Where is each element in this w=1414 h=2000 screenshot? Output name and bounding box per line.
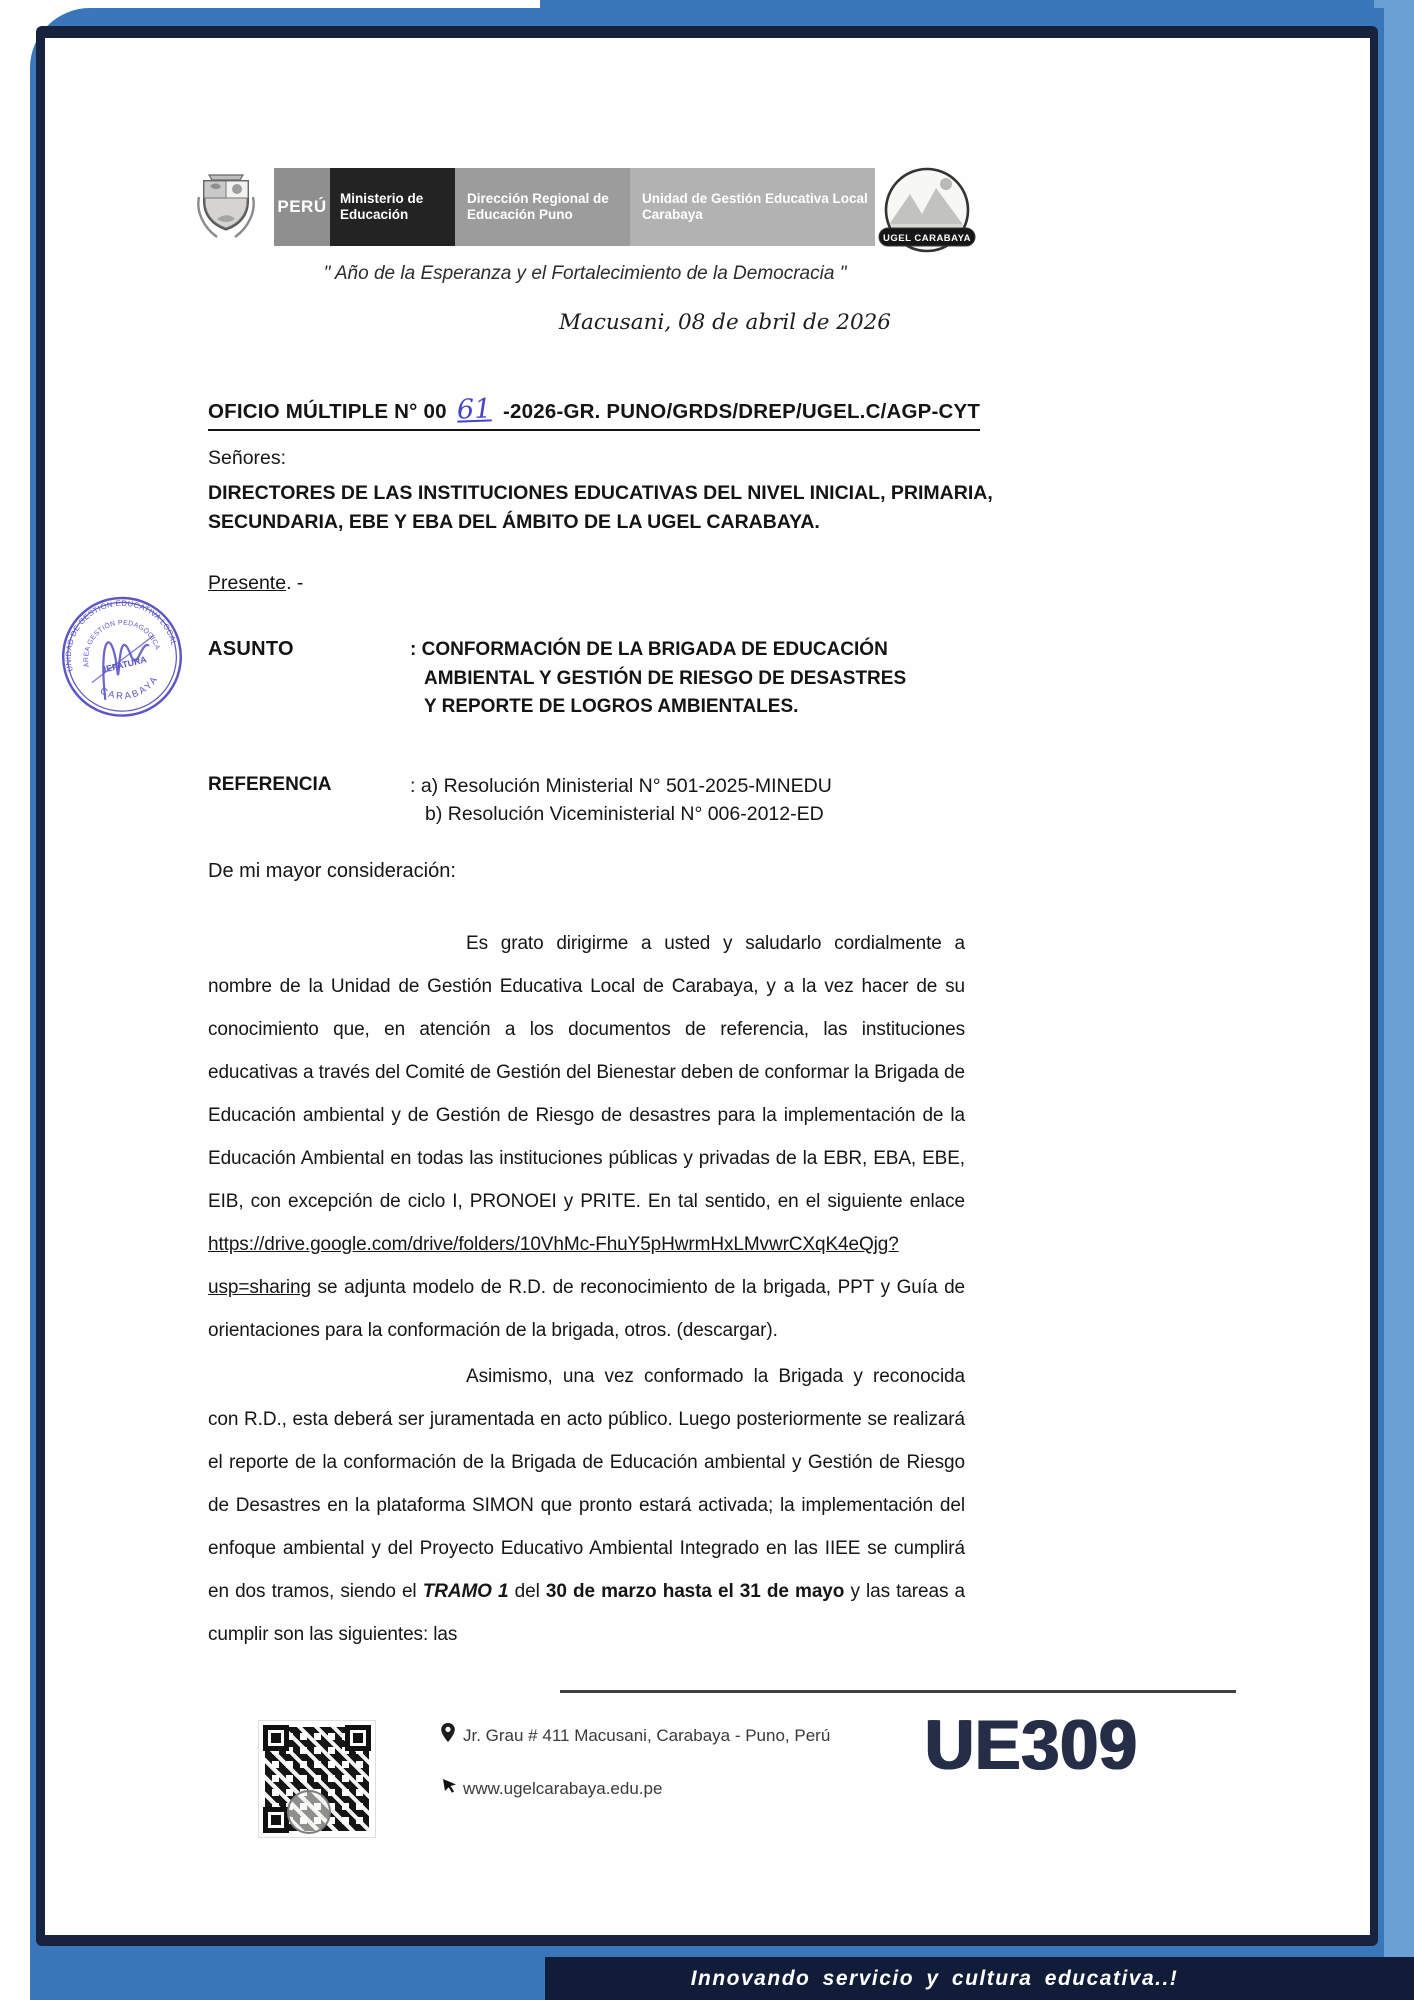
cursor-arrow-icon xyxy=(442,1778,457,1794)
body-paragraph-1 xyxy=(208,922,965,1352)
asunto-line-2: AMBIENTAL Y GESTIÓN DE RIESGO DE DESASTRES xyxy=(424,667,907,689)
tramo-1-emphasis: TRAMO 1 xyxy=(422,1581,509,1602)
place-date-line: Macusani, 08 de abril de 2026 xyxy=(559,310,891,335)
masthead-ministerio-label: Ministerio de Educación xyxy=(340,191,424,222)
recipients-line-1: DIRECTORES DE LAS INSTITUCIONES EDUCATIVAS DEL NIVEL INICIAL, PRIMARIA, xyxy=(208,482,993,504)
stamp-arc-inner-text: ÁREA GESTIÓN PEDAGÓGICA xyxy=(83,619,161,668)
slogan-text: Innovando servicio y cultura educativa..! xyxy=(690,1966,1179,1990)
masthead-segment-drep-puno xyxy=(455,168,630,246)
qr-finder-bottom-left xyxy=(263,1807,289,1833)
body-paragraph-2 xyxy=(208,1355,965,1656)
ue309-logo: UE309 xyxy=(925,1705,1138,1785)
footer-address: Jr. Grau # 411 Macusani, Carabaya - Puno, Perú xyxy=(463,1726,831,1745)
footer-website: www.ugelcarabaya.edu.pe xyxy=(463,1779,663,1798)
stamp-arc-bottom-text: CARABAYA xyxy=(98,672,161,702)
asunto-text xyxy=(410,636,906,722)
masthead-drep-label: Dirección Regional de Educación Puno xyxy=(467,191,609,222)
stamp-center-text: JEFATURA xyxy=(100,654,148,676)
asunto-line-3: Y REPORTE DE LOGROS AMBIENTALES. xyxy=(424,696,799,717)
referencia-line-1: : a) Resolución Ministerial N° 501-2025-MINEDU xyxy=(410,775,832,797)
qr-finder-top-right xyxy=(345,1725,371,1751)
oficio-prefix: OFICIO MÚLTIPLE N° 00 xyxy=(208,400,447,423)
paragraph-1-tail: se adjunta modelo de R.D. de reconocimiento de la brigada, PPT y Guía de orientaciones para la conformación de la brigada, otros. (descargar). xyxy=(208,1277,965,1341)
asunto-line-1: : CONFORMACIÓN DE LA BRIGADA DE EDUCACIÓN xyxy=(410,639,888,660)
footer-scan-line xyxy=(560,1690,1236,1693)
paragraph-2-mid: del xyxy=(508,1581,546,1602)
jefatura-ink-stamp xyxy=(53,588,191,730)
oficio-suffix: -2026-GR. PUNO/GRDS/DREP/UGEL.C/AGP-CYT xyxy=(503,400,981,423)
paragraph-2-text: Asimismo, una vez conformado la Brigada y reconocida con R.D., esta deberá ser juramentada en acto público. Luego posteriormente se realizará el reporte de la conformación de la Brigada de Educación ambiental y Gestión de Riesgo de Desastres en la plataforma SIMON que pronto estará activada; la implementación del enfoque ambiental y del Proyecto Educativo Ambiental Integrado en las IIEE se cumplirá en dos tramos, siendo el xyxy=(208,1366,965,1602)
masthead-segment-ministerio xyxy=(330,168,455,246)
salutation: Señores: xyxy=(208,447,287,469)
qr-finder-top-left xyxy=(263,1725,289,1751)
oficio-handwritten-number: 61 xyxy=(456,393,492,426)
masthead-segment-peru xyxy=(274,168,330,246)
referencia-text xyxy=(410,772,832,828)
paragraph-1-text: Es grato dirigirme a usted y saludarlo cordialmente a nombre de la Unidad de Gestión Educativa Local de Carabaya, y a la vez hacer de su conocimiento que, en atención a los documentos de referencia, las instituciones educativas a través del Comité de Gestión del Bienestar deben de conformar la Brigada de Educación ambiental y de Gestión de Riesgo de desastres para la implementación de la Educación Ambiental en todas las instituciones públicas y privadas de la EBR, EBA, EBE, EIB, con excepción de ciclo I, PRONOEI y PRITE. En tal sentido, en el siguiente enlace xyxy=(208,933,965,1212)
greeting-line: De mi mayor consideración: xyxy=(208,860,456,882)
stamp-arc-top-text: UNIDAD DE GESTIÓN EDUCATIVA LOCAL xyxy=(63,598,179,673)
masthead-segment-ugel-carabaya xyxy=(630,168,875,246)
presente-tail: . - xyxy=(286,572,304,594)
peru-coat-of-arms xyxy=(195,171,257,245)
referencia-line-2: b) Resolución Viceministerial N° 006-2012-ED xyxy=(425,803,824,825)
svg-text:CARABAYA xyxy=(97,671,164,708)
asunto-label: ASUNTO xyxy=(208,638,294,660)
footer-seal-overlay xyxy=(287,1790,331,1834)
paragraph-2-tail: y las tareas a cumplir son las siguientes: las xyxy=(208,1581,965,1645)
recipients-line-2: SECUNDARIA, EBE Y EBA DEL ÁMBITO DE LA UGEL CARABAYA. xyxy=(208,511,820,533)
ugel-carabaya-seal xyxy=(878,164,976,274)
location-pin-icon xyxy=(440,1722,456,1743)
masthead-peru-label: PERÚ xyxy=(277,197,327,216)
slogan-banner xyxy=(545,1957,1414,2000)
scanned-document-page xyxy=(45,38,1370,1935)
oficio-number-line xyxy=(208,394,980,431)
masthead-ugel-label: Unidad de Gestión Educativa Local Carabaya xyxy=(642,191,868,222)
year-motto: " Año de la Esperanza y el Fortalecimiento de la Democracia " xyxy=(323,263,847,284)
tramo-dates-emphasis: 30 de marzo hasta el 31 de mayo xyxy=(545,1581,845,1602)
drive-folder-link[interactable]: https://drive.google.com/drive/folders/10VhMc-FhuY5pHwrmHxLMvwrCXqK4eQjg?usp=sharing xyxy=(208,1234,899,1298)
presente-line xyxy=(208,572,303,595)
referencia-label: REFERENCIA xyxy=(208,774,332,795)
presente-word: Presente xyxy=(208,572,287,594)
masthead-bar xyxy=(274,168,875,246)
seal-label: UGEL CARABAYA xyxy=(883,233,971,244)
